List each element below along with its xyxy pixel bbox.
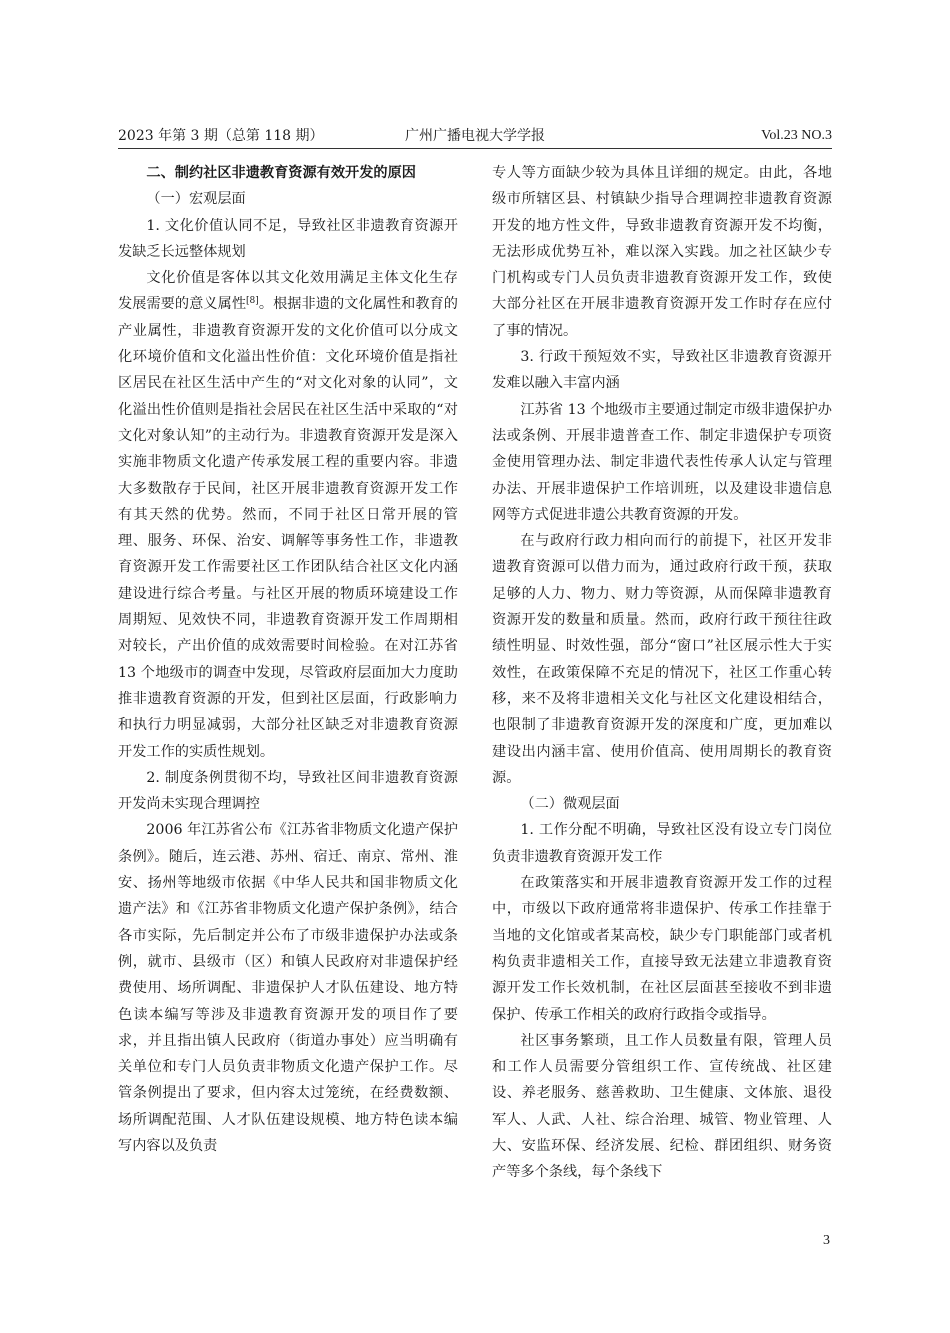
subsection-heading: （一）宏观层面	[146, 191, 246, 208]
subsection-heading: （二）微观层面	[520, 796, 620, 813]
right-column	[492, 160, 832, 1186]
body-paragraph	[118, 265, 458, 765]
body-paragraph: 江苏省 13 个地级市主要通过制定市级非遗保护办法或条例、开展非遗普查工作、制定非遗保护专项资金使用管理办法、制定非遗代表性传承人认定与管理办法、开展非遗保护工作培训班，以及建设非遗信息网等方式促进非遗公共教育资源的开发。	[492, 401, 832, 523]
body-paragraph: 在政策落实和开展非遗教育资源开发工作的过程中，市级以下政府通常将非遗保护、传承工作挂靠于当地的文化馆或者某高校，缺少专门职能部门或者机构负责非遗相关工作，直接导致无法建立非遗教育资源开发工作长效机制，在社区层面甚至接收不到非遗保护、传承工作相关的政府行政指令或指导。	[492, 875, 832, 1023]
issue-info: 2023 年第 3 期（总第 118 期）	[118, 128, 324, 144]
body-paragraph: 专人等方面缺少较为具体且详细的规定。由此，各地级市所辖区县、村镇缺少指导合理调控非遗教育资源开发的地方性文件，导致非遗教育资源开发不均衡，无法形成优势互补，难以深入实践。加之社区缺少专门机构或专门人员负责非遗教育资源开发工作，致使大部分社区在开展非遗教育资源开发工作时存在应付了事的情况。	[492, 165, 832, 339]
body-paragraph: 在与政府行政力相向而行的前提下，社区开发非遗教育资源可以借力而为，通过政府行政干预，获取足够的人力、物力、财力等资源，从而保障非遗教育资源开发的数量和质量。然而，政府行政干预往往政绩性明显、时效性强，部分“窗口”社区展示性大于实效性，在政策保障不充足的情况下，社区工作重心转移，来不及将非遗相关文化与社区文化建设相结合，也限制了非遗教育资源开发的深度和广度，更加难以建设出内涵丰富、使用价值高、使用周期长的教育资源。	[492, 533, 832, 786]
section-title: 二、制约社区非遗教育资源有效开发的原因	[146, 165, 416, 181]
body-paragraph: 2006 年江苏省公布《江苏省非物质文化遗产保护条例》。随后，连云港、苏州、宿迁、南京、常州、淮安、扬州等地级市依据《中华人民共和国非物质文化遗产法》和《江苏省非物质文化遗产保护条例》，结合各市实际，先后制定并公布了市级非遗保护办法或条例，就市、县级市（区）和镇人民政府对非遗保护经费使用、场所调配、非遗保护人才队伍建设、地方特色读本编写等涉及非遗教育资源开发的项目作了要求，并且指出镇人民政府（街道办事处）应当明确有关单位和专门人员负责非物质文化遗产保护工作。尽管条例提出了要求，但内容太过笼统，在经费数额、场所调配范围、人才队伍建设规模、地方特色读本编写内容以及负责	[118, 822, 458, 1154]
paragraph-heading: 1. 文化价值认同不足，导致社区非遗教育资源开发缺乏长远整体规划	[118, 217, 458, 260]
paragraph-heading: 1. 工作分配不明确，导致社区没有设立专门岗位负责非遗教育资源开发工作	[492, 822, 832, 865]
citation-ref: [8]	[246, 296, 259, 307]
volume-info: Vol.23 NO.3	[761, 128, 832, 143]
body-text: 文化价值是客体以其文化效用满足主体文化生存发展需要的意义属性	[118, 270, 458, 313]
body-text: 。根据非遗的文化属性和教育的产业属性，非遗教育资源开发的文化价值可以分成文化环境价值和文化溢出性价值：文化环境价值是指社区居民在社区生活中产生的“对文化对象的认同”，文化溢出性价值则是指社会居民在社区生活中采取的“对文化对象认知”的主动行为。非遗教育资源开发是深入实施非物质文化遗产传承发展工程的重要内容。非遗大多数散存于民间，社区开展非遗教育资源开发工作有其天然的优势。然而，不同于社区日常开展的管理、服务、环保、治安、调解等事务性工作，非遗教育资源开发工作需要社区工作团队结合社区文化内涵建设进行综合考量。与社区开展的物质环境建设工作周期短、见效快不同，非遗教育资源开发工作周期相对较长，产出价值的成效需要时间检验。在对江苏省 13 个地级市的调查中发现，尽管政府层面加大力度助推非遗教育资源的开发，但到社区层面，行政影响力和执行力明显减弱，大部分社区缺乏对非遗教育资源开发工作的实质性规划。	[118, 296, 458, 760]
running-header	[118, 124, 832, 149]
paragraph-heading: 2. 制度条例贯彻不均，导致社区间非遗教育资源开发尚未实现合理调控	[118, 769, 458, 813]
journal-title: 广州广播电视大学学报	[405, 128, 545, 144]
paragraph-heading: 3. 行政干预短效不实，导致社区非遗教育资源开发难以融入丰富内涵	[492, 349, 832, 392]
left-column	[118, 160, 458, 1159]
body-paragraph: 社区事务繁琐，且工作人员数量有限，管理人员和工作人员需要分管组织工作、宣传统战、社区建设、养老服务、慈善救助、卫生健康、文体旅、退役军人、人武、人社、综合治理、城管、物业管理、人大、安监环保、经济发展、纪检、群团组织、财务资产等多个条线，每个条线下	[492, 1032, 832, 1181]
page-number: 3	[823, 1233, 830, 1248]
